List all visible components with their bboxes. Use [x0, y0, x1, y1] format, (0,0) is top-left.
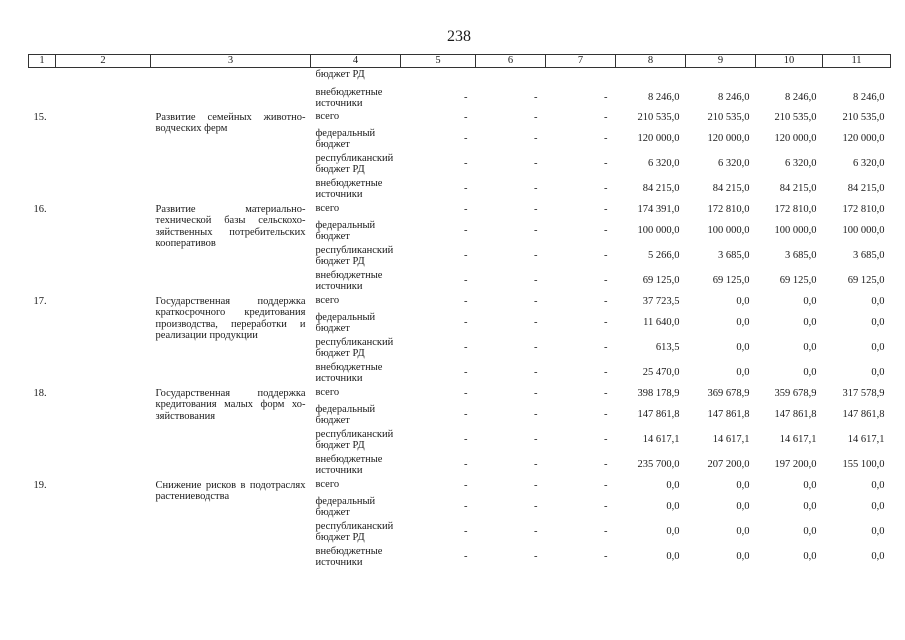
amount-cell: 0,0	[871, 551, 885, 563]
dash-cell: -	[604, 204, 608, 216]
amount-cell: 84 215,0	[779, 183, 817, 195]
amount-cell: 0,0	[803, 501, 817, 513]
funding-source: всего	[315, 110, 340, 122]
amount-cell: 84 215,0	[712, 183, 750, 195]
amount-cell: 100 000,0	[637, 225, 680, 237]
amount-cell: 0,0	[871, 480, 885, 492]
amount-cell: 207 200,0	[707, 459, 750, 471]
funding-source: всего	[315, 478, 340, 490]
amount-cell: 398 178,9	[637, 388, 680, 400]
funding-source: внебюджетные источники	[315, 545, 383, 568]
amount-cell: 14 617,1	[712, 434, 750, 446]
amount-cell: 69 125,0	[642, 275, 680, 287]
funding-source: всего	[315, 386, 340, 398]
column-header: 2	[56, 55, 151, 68]
column-header: 4	[311, 55, 401, 68]
amount-cell: 120 000,0	[842, 133, 885, 145]
amount-cell: 0,0	[803, 526, 817, 538]
amount-cell: 120 000,0	[707, 133, 750, 145]
column-header: 8	[616, 55, 686, 68]
amount-cell: 14 617,1	[779, 434, 817, 446]
amount-cell: 359 678,9	[774, 388, 817, 400]
dash-cell: -	[464, 480, 468, 492]
amount-cell: 0,0	[666, 526, 680, 538]
amount-cell: 197 200,0	[774, 459, 817, 471]
amount-cell: 0,0	[736, 501, 750, 513]
dash-cell: -	[604, 367, 608, 379]
amount-cell: 3 685,0	[718, 250, 750, 262]
column-2-cell	[56, 386, 151, 478]
dash-cell: -	[604, 388, 608, 400]
amount-cell: 8 246,0	[853, 91, 885, 103]
funding-source: федеральный бюджет	[315, 403, 376, 426]
column-header: 9	[686, 55, 756, 68]
item-number: 18.	[33, 387, 47, 399]
amount-cell: 69 125,0	[779, 275, 817, 287]
dash-cell: -	[534, 388, 538, 400]
item-title-empty	[151, 68, 311, 110]
dash-cell: -	[534, 275, 538, 287]
amount-cell: 147 861,8	[707, 409, 750, 421]
dash-cell: -	[464, 183, 468, 195]
dash-cell: -	[534, 317, 538, 329]
amount-cell: 174 391,0	[637, 204, 680, 216]
column-header: 11	[823, 55, 891, 68]
column-2-cell	[56, 202, 151, 294]
dash-cell: -	[604, 480, 608, 492]
funding-source: республиканский бюджет РД	[315, 152, 394, 175]
item-title: Развитие семейных животноводческих ферм	[155, 111, 306, 134]
dash-cell: -	[464, 367, 468, 379]
amount-cell: 0,0	[736, 480, 750, 492]
dash-cell	[401, 68, 476, 86]
amount-cell: 0,0	[803, 317, 817, 329]
funding-source: федеральный бюджет	[315, 311, 376, 334]
funding-source: внебюджетные источники	[315, 453, 383, 476]
amount-cell: 317 578,9	[842, 388, 885, 400]
amount-cell: 11 640,0	[643, 317, 680, 329]
dash-cell: -	[534, 296, 538, 308]
dash-cell: -	[604, 91, 608, 103]
dash-cell: -	[604, 112, 608, 124]
dash-cell: -	[604, 434, 608, 446]
dash-cell: -	[534, 91, 538, 103]
dash-cell: -	[534, 367, 538, 379]
amount-cell: 172 810,0	[707, 204, 750, 216]
amount-cell: 210 535,0	[842, 112, 885, 124]
amount-cell: 69 125,0	[712, 275, 750, 287]
column-header: 10	[756, 55, 823, 68]
dash-cell: -	[604, 317, 608, 329]
amount-cell: 0,0	[871, 342, 885, 354]
dash-cell: -	[464, 551, 468, 563]
amount-cell: 0,0	[736, 342, 750, 354]
amount-cell: 8 246,0	[648, 91, 680, 103]
amount-cell: 369 678,9	[707, 388, 750, 400]
dash-cell: -	[604, 459, 608, 471]
column-2-cell	[56, 68, 151, 110]
amount-cell: 100 000,0	[774, 225, 817, 237]
table-row	[29, 386, 891, 403]
amount-cell: 0,0	[803, 342, 817, 354]
table-row	[29, 68, 891, 86]
amount-cell: 147 861,8	[637, 409, 680, 421]
amount-cell: 613,5	[655, 342, 680, 354]
item-title: Развитие материально-технической базы сельскохозяйственных потребительских кооперативов	[155, 203, 306, 249]
column-header: 5	[401, 55, 476, 68]
dash-cell: -	[534, 551, 538, 563]
dash-cell: -	[464, 459, 468, 471]
dash-cell: -	[464, 296, 468, 308]
amount-cell: 0,0	[666, 501, 680, 513]
funding-source: федеральный бюджет	[315, 495, 376, 518]
dash-cell: -	[604, 250, 608, 262]
dash-cell: -	[464, 501, 468, 513]
dash-cell: -	[464, 91, 468, 103]
funding-source: бюджет РД	[315, 69, 365, 80]
funding-source: республиканский бюджет РД	[315, 520, 394, 543]
dash-cell: -	[604, 342, 608, 354]
item-title: Снижение рисков в подотраслях растениеводства	[155, 479, 306, 502]
amount-cell: 69 125,0	[847, 275, 885, 287]
dash-cell: -	[534, 112, 538, 124]
dash-cell: -	[534, 526, 538, 538]
dash-cell: -	[604, 551, 608, 563]
table-row	[29, 202, 891, 219]
dash-cell: -	[604, 225, 608, 237]
amount-cell: 0,0	[736, 296, 750, 308]
dash-cell: -	[534, 133, 538, 145]
funding-source: внебюджетные источники	[315, 177, 383, 200]
dash-cell: -	[464, 112, 468, 124]
dash-cell: -	[604, 526, 608, 538]
amount-cell: 120 000,0	[637, 133, 680, 145]
amount-cell: 14 617,1	[847, 434, 885, 446]
funding-table	[28, 54, 891, 570]
dash-cell: -	[604, 133, 608, 145]
amount-cell: 235 700,0	[637, 459, 680, 471]
table-header	[29, 55, 891, 68]
dash-cell: -	[464, 250, 468, 262]
dash-cell: -	[464, 225, 468, 237]
amount-cell: 0,0	[871, 317, 885, 329]
column-header: 3	[151, 55, 311, 68]
funding-source: федеральный бюджет	[315, 127, 376, 150]
dash-cell: -	[534, 459, 538, 471]
column-header: 6	[476, 55, 546, 68]
amount-cell: 37 723,5	[642, 296, 680, 308]
item-number-empty	[29, 68, 56, 110]
dash-cell: -	[534, 480, 538, 492]
amount-cell: 8 246,0	[718, 91, 750, 103]
dash-cell: -	[464, 133, 468, 145]
column-header: 7	[546, 55, 616, 68]
funding-source: федеральный бюджет	[315, 219, 376, 242]
dash-cell: -	[464, 434, 468, 446]
column-header: 1	[29, 55, 56, 68]
amount-cell: 172 810,0	[774, 204, 817, 216]
column-2-cell	[56, 110, 151, 202]
dash-cell: -	[464, 317, 468, 329]
page-number: 238	[447, 28, 471, 45]
amount-cell: 6 320,0	[853, 158, 885, 170]
amount-cell: 6 320,0	[785, 158, 817, 170]
funding-source: республиканский бюджет РД	[315, 336, 394, 359]
dash-cell: -	[464, 342, 468, 354]
table-body	[29, 68, 891, 570]
amount-cell	[756, 68, 823, 86]
amount-cell: 0,0	[871, 501, 885, 513]
amount-cell: 0,0	[666, 480, 680, 492]
dash-cell: -	[534, 204, 538, 216]
amount-cell: 14 617,1	[642, 434, 680, 446]
amount-cell: 210 535,0	[707, 112, 750, 124]
funding-source: всего	[315, 294, 340, 306]
dash-cell: -	[464, 409, 468, 421]
dash-cell	[476, 68, 546, 86]
amount-cell: 0,0	[803, 296, 817, 308]
amount-cell: 0,0	[736, 526, 750, 538]
item-title: Государственная поддержка кредитования малых форм хозяйствования	[155, 387, 306, 422]
dash-cell: -	[534, 225, 538, 237]
funding-source: всего	[315, 202, 340, 214]
dash-cell: -	[604, 275, 608, 287]
amount-cell: 0,0	[736, 317, 750, 329]
funding-source: республиканский бюджет РД	[315, 428, 394, 451]
funding-source: республиканский бюджет РД	[315, 244, 394, 267]
amount-cell: 0,0	[666, 551, 680, 563]
dash-cell: -	[604, 501, 608, 513]
amount-cell: 84 215,0	[642, 183, 680, 195]
dash-cell: -	[604, 409, 608, 421]
dash-cell: -	[604, 183, 608, 195]
dash-cell: -	[534, 409, 538, 421]
item-number: 17.	[33, 295, 47, 307]
amount-cell: 84 215,0	[847, 183, 885, 195]
amount-cell: 0,0	[871, 367, 885, 379]
amount-cell: 0,0	[871, 296, 885, 308]
amount-cell: 100 000,0	[842, 225, 885, 237]
amount-cell: 0,0	[736, 367, 750, 379]
amount-cell	[823, 68, 891, 86]
item-number: 15.	[33, 111, 47, 123]
dash-cell: -	[534, 342, 538, 354]
amount-cell: 0,0	[803, 551, 817, 563]
amount-cell	[616, 68, 686, 86]
dash-cell: -	[604, 296, 608, 308]
amount-cell: 0,0	[871, 526, 885, 538]
dash-cell: -	[534, 434, 538, 446]
item-title: Государственная поддержка краткосрочного кредитования производства, переработки и реализации продукции	[155, 295, 306, 341]
amount-cell: 147 861,8	[842, 409, 885, 421]
item-number: 19.	[33, 479, 47, 491]
amount-cell: 3 685,0	[853, 250, 885, 262]
funding-source: внебюджетные источники	[315, 269, 383, 292]
amount-cell: 120 000,0	[774, 133, 817, 145]
amount-cell: 25 470,0	[642, 367, 680, 379]
table-row	[29, 110, 891, 127]
amount-cell	[686, 68, 756, 86]
amount-cell: 100 000,0	[707, 225, 750, 237]
amount-cell: 8 246,0	[785, 91, 817, 103]
amount-cell: 172 810,0	[842, 204, 885, 216]
dash-cell: -	[464, 275, 468, 287]
amount-cell: 6 320,0	[718, 158, 750, 170]
dash-cell: -	[534, 158, 538, 170]
dash-cell: -	[464, 158, 468, 170]
column-2-cell	[56, 294, 151, 386]
amount-cell: 210 535,0	[637, 112, 680, 124]
amount-cell: 5 266,0	[648, 250, 680, 262]
table-row	[29, 478, 891, 495]
dash-cell: -	[604, 158, 608, 170]
dash-cell: -	[464, 388, 468, 400]
amount-cell: 147 861,8	[774, 409, 817, 421]
dash-cell: -	[464, 526, 468, 538]
dash-cell: -	[534, 501, 538, 513]
amount-cell: 210 535,0	[774, 112, 817, 124]
funding-source: внебюджетные источники	[315, 361, 383, 384]
table-row	[29, 294, 891, 311]
amount-cell: 155 100,0	[842, 459, 885, 471]
amount-cell: 0,0	[736, 551, 750, 563]
dash-cell	[546, 68, 616, 86]
amount-cell: 0,0	[803, 480, 817, 492]
column-number-row	[29, 55, 891, 68]
dash-cell: -	[534, 250, 538, 262]
funding-source: внебюджетные источники	[315, 86, 383, 109]
dash-cell: -	[534, 183, 538, 195]
amount-cell: 3 685,0	[785, 250, 817, 262]
amount-cell: 6 320,0	[648, 158, 680, 170]
item-number: 16.	[33, 203, 47, 215]
column-2-cell	[56, 478, 151, 570]
amount-cell: 0,0	[803, 367, 817, 379]
dash-cell: -	[464, 204, 468, 216]
